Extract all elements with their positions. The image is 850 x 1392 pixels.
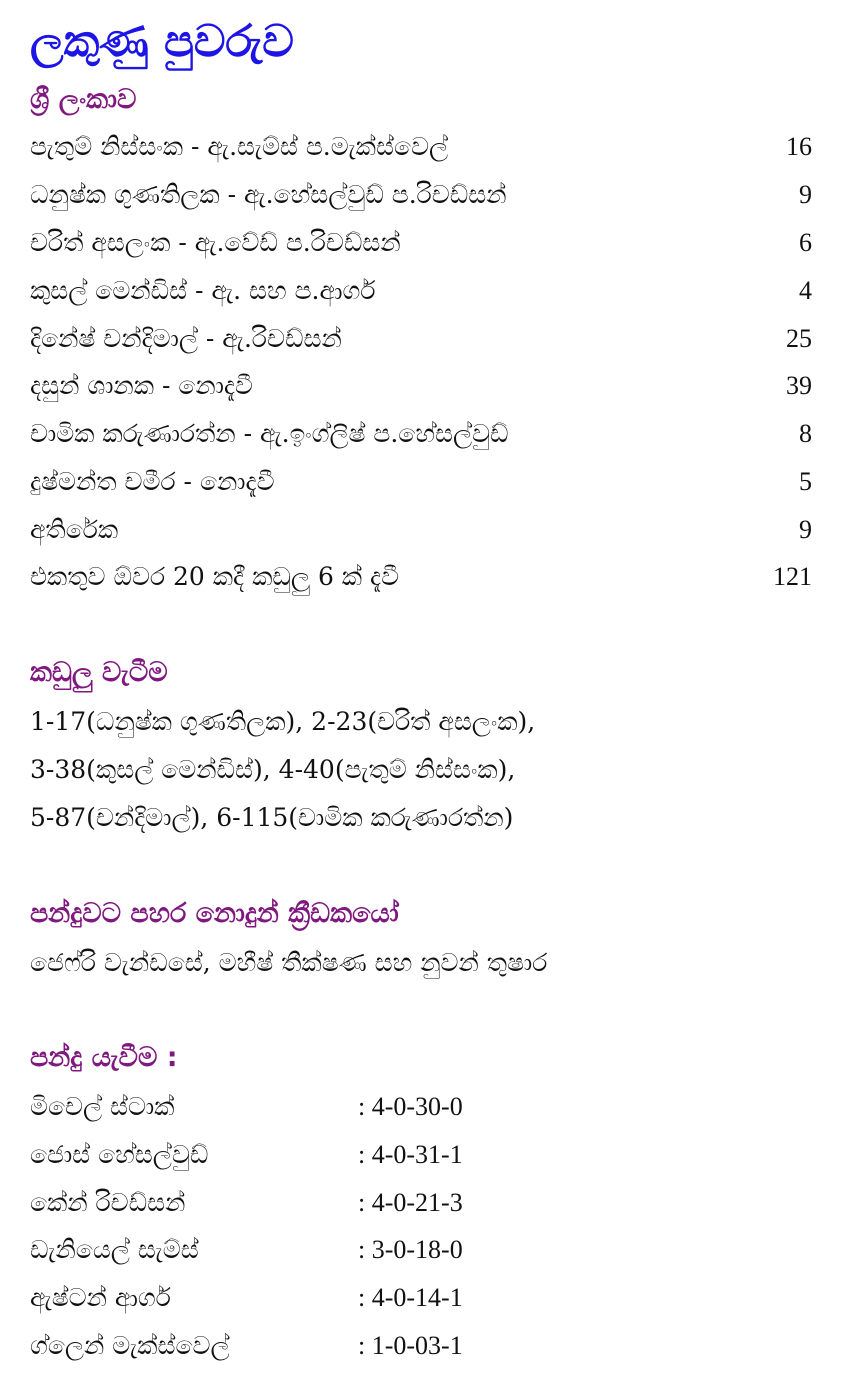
batting-row bbox=[30, 315, 812, 363]
batting-team-heading: ශ්‍රී ලංකාව bbox=[30, 84, 137, 115]
fall-of-wickets-line: 1-17(ධනුෂ්ක ගුණතිලක), 2-23(චරිත් අසලංක), bbox=[30, 707, 536, 736]
bowling-row bbox=[30, 1322, 630, 1370]
batting-runs: 25 bbox=[786, 324, 812, 353]
batting-runs: 5 bbox=[799, 467, 812, 496]
total-label: එකතුව ඕවර 20 කදී කඩුලු 6 ක් දැවී bbox=[30, 562, 400, 591]
bowling-heading: පන්දු යැවීම : bbox=[30, 1042, 178, 1073]
batting-runs: 16 bbox=[786, 132, 812, 161]
bowler-name: ග්ලෙන් මැක්ස්වෙල් bbox=[30, 1331, 230, 1360]
fall-of-wickets-line: 3-38(කුසල් මෙන්ඩිස්), 4-40(පැතුම් නිස්සංක), bbox=[30, 755, 516, 784]
bowler-name: මිචෙල් ස්ටාක් bbox=[30, 1092, 175, 1121]
extras-label: අතිරේක bbox=[30, 515, 119, 544]
batting-row bbox=[30, 267, 812, 315]
bowling-figures: : 4-0-21-3 bbox=[358, 1188, 463, 1217]
bowling-row bbox=[30, 1274, 630, 1322]
bowling-row bbox=[30, 1083, 630, 1131]
bowling-row bbox=[30, 1179, 630, 1227]
batting-entry: චාමික කරුණාරත්න - ඇ.ඉංග්ලිෂ් ප.හේසල්වුඩ් bbox=[30, 419, 509, 448]
bowling-row bbox=[30, 1131, 630, 1179]
batting-runs: 4 bbox=[799, 276, 812, 305]
extras-row bbox=[30, 506, 812, 554]
batting-row bbox=[30, 362, 812, 410]
bowling-figures: : 4-0-31-1 bbox=[358, 1140, 463, 1169]
batting-row bbox=[30, 171, 812, 219]
batting-entry: දසුන් ශානක - නොදැවී bbox=[30, 371, 253, 400]
batting-row bbox=[30, 410, 812, 458]
bowling-figures: : 4-0-30-0 bbox=[358, 1092, 463, 1121]
bowler-name: ඩැනියෙල් සැම්ස් bbox=[30, 1235, 199, 1264]
fall-of-wickets-line: 5-87(චන්දිමාල්), 6-115(චාමික කරුණාරත්න) bbox=[30, 803, 514, 832]
bowler-name: ඇෂ්ටන් ආගර් bbox=[30, 1283, 171, 1312]
total-row bbox=[30, 553, 812, 601]
batting-entry: පැතුම් නිස්සංක - ඇ.සැම්ස් ප.මැක්ස්වෙල් bbox=[30, 132, 449, 161]
batting-row bbox=[30, 123, 812, 171]
page-title: ලකුණු පුවරුව bbox=[30, 16, 294, 67]
did-not-bat-players: ජෙෆ්රි වැන්ඩසේ, මහීෂ් තීක්ෂණ සහ නුවන් තුෂාර bbox=[30, 948, 548, 977]
fall-of-wickets-heading: කඩුලු වැටීම bbox=[30, 657, 168, 688]
bowler-name: කේන් රිචඩ්සන් bbox=[30, 1188, 186, 1217]
bowler-name: ජොස් හේසල්වුඩ් bbox=[30, 1140, 209, 1169]
batting-runs: 6 bbox=[799, 228, 812, 257]
extras-runs: 9 bbox=[799, 515, 812, 544]
batting-row bbox=[30, 219, 812, 267]
batting-entry: දිනේෂ් චන්දිමාල් - ඇ.රිචඩ්සන් bbox=[30, 324, 342, 353]
batting-runs: 9 bbox=[799, 180, 812, 209]
bowling-figures: : 3-0-18-0 bbox=[358, 1235, 463, 1264]
batting-runs: 8 bbox=[799, 419, 812, 448]
bowling-figures: : 1-0-03-1 bbox=[358, 1331, 463, 1360]
batting-entry: ධනුෂ්ක ගුණතිලක - ඇ.හේසල්වුඩ් ප.රිචඩ්සන් bbox=[30, 180, 507, 209]
bowling-figures: : 4-0-14-1 bbox=[358, 1283, 463, 1312]
did-not-bat-heading: පන්දුවට පහර නොදුන් ක්‍රීඩකයෝ bbox=[30, 898, 399, 929]
total-runs: 121 bbox=[773, 562, 812, 591]
batting-entry: දුෂ්මන්ත චමීර - නොදැවී bbox=[30, 467, 275, 496]
batting-row bbox=[30, 458, 812, 506]
batting-entry: චරිත් අසලංක - ඇ.වේඩ් ප.රිචඩ්සන් bbox=[30, 228, 401, 257]
bowling-row bbox=[30, 1226, 630, 1274]
batting-entry: කුසල් මෙන්ඩිස් - ඇ. සහ ප.ආගර් bbox=[30, 276, 376, 305]
batting-runs: 39 bbox=[786, 371, 812, 400]
